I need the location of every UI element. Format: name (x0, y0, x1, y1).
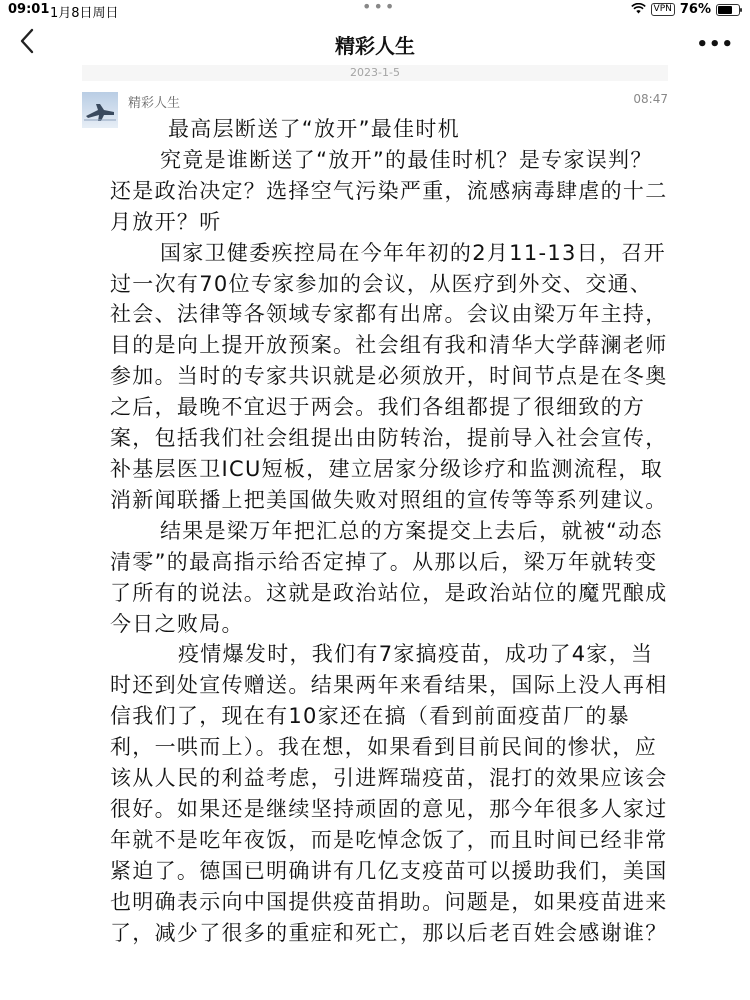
more-options-icon[interactable]: ••• (696, 34, 734, 55)
article-paragraph: 疫情爆发时，我们有7家搞疫苗，成功了4家，当时还到处宣传赠送。结果两年来看结果，国际上没人再相信我们了，现在有10家还在搞（看到前面疫苗厂的暴利，一哄而上）。我在想，如果看到目前民间的惨状，应该从人民的利益考虑，引进辉瑞疫苗，混打的效果应该会很好。如果还是继续坚持顽固的意见，那今年很多人家过年就不是吃年夜饭，而是吃悼念饭了，而且时间已经非常紧迫了。德国已明确讲有几亿支疫苗可以援助我们，美国也明确表示向中国提供疫苗捐助。问题是，如果疫苗进来了，减少了很多的重症和死亡，那以后老百姓会感谢谁？ (110, 642, 668, 945)
status-date: 1月8日周日 (50, 6, 119, 21)
message-date-divider: 2023-1-5 (82, 65, 668, 81)
battery-icon (716, 4, 740, 16)
status-bar (0, 0, 750, 20)
message-time: 08:47 (633, 92, 668, 106)
article-paragraph: 结果是梁万年把汇总的方案提交上去后，就被“动态清零”的最高指示给否定掉了。从那以后，梁万年就转变了所有的说法。这就是政治站位，是政治站位的魔咒酿成今日之败局。 (110, 518, 668, 636)
article-title: 最高层断送了“放开”最佳时机 (168, 117, 460, 141)
status-time: 09:01 (8, 2, 50, 17)
battery-fill (718, 6, 732, 14)
wifi-icon (631, 3, 646, 17)
multitasking-dots-icon[interactable]: ••• (362, 0, 397, 16)
message-body (110, 114, 670, 948)
navigation-bar (0, 20, 750, 66)
page-title: 精彩人生 (335, 34, 415, 58)
article-paragraph: 究竟是谁断送了“放开”的最佳时机？是专家误判？还是政治决定？选择空气污染严重，流感病毒肆虐的十二月放开？听 (110, 147, 668, 234)
vpn-badge: VPN (651, 3, 675, 16)
article-paragraph: 国家卫健委疾控局在今年年初的2月11-13日，召开过一次有70位专家参加的会议，从医疗到外交、交通、社会、法律等各领域专家都有出席。会议由梁万年主持，目的是向上提开放预案。社会组有我和清华大学薛澜老师参加。当时的专家共识就是必须放开，时间节点是在冬奥之后，最晚不宜迟于两会。我们各组都提了很细致的方案，包括我们社会组提出由防转治，提前导入社会宣传，补基层医卫ICU短板，建立居家分级诊疗和监测流程，取消新闻联播上把美国做失败对照组的宣传等等系列建议。 (110, 240, 668, 512)
sender-name: 精彩人生 (128, 96, 181, 111)
status-right (631, 2, 740, 17)
battery-percent: 76% (679, 2, 711, 17)
